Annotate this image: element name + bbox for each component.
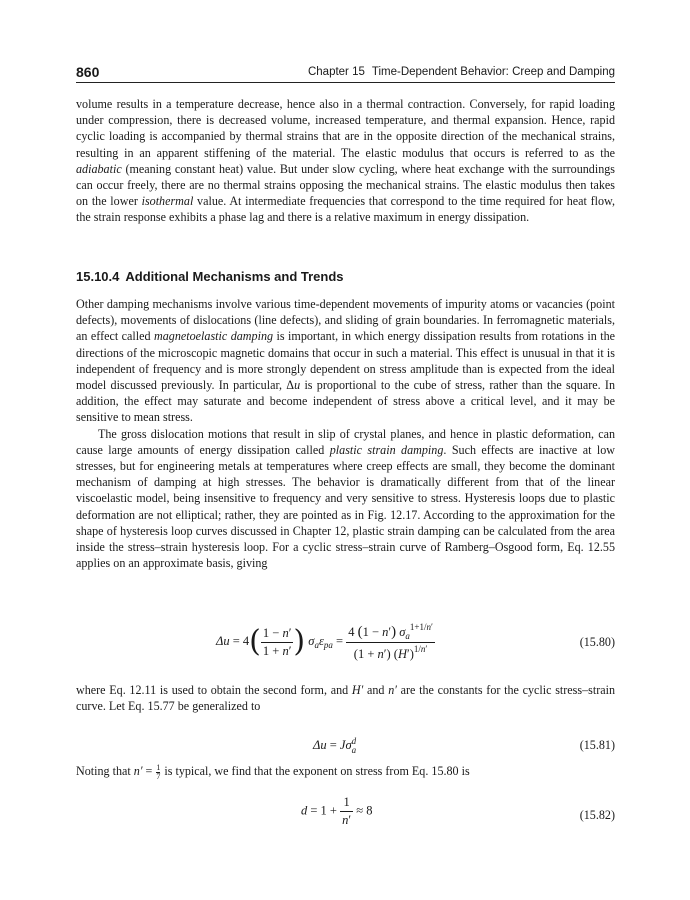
equation-15-81: Δu = Jσ d a (15.81) — [313, 736, 615, 755]
term-isothermal: isothermal — [141, 194, 194, 209]
equation-number: (15.80) — [579, 635, 615, 649]
para2-text-b: is important, in which energy dissipation results from rotations in the directions of the microscopic magnetic domains that occur in such a material. This effect is unusual in that it is independent of frequency and is more strongly dependent on stress amplitude than is expected from the ideal model discussed previously. In particular, Δ — [76, 329, 616, 393]
term-magnetoelastic-damping: magnetoelastic damping — [154, 329, 274, 344]
paragraph-constants — [76, 682, 615, 714]
page-number: 860 — [76, 64, 100, 80]
chapter-title: Time-Dependent Behavior: Creep and Damping — [371, 66, 615, 78]
running-head — [308, 66, 615, 78]
para4-text-b: and — [363, 683, 389, 697]
para2-text-a: Other damping mechanisms involve various time-dependent movements of impurity atoms or vacancies (point defects), movements of dislocations (line defects), and sliding of grain boundaries. In ferromagnetic materials, an effect called — [76, 297, 615, 344]
para5-text-a: Noting that — [76, 764, 134, 778]
term-plastic-strain-damping: plastic strain damping — [329, 442, 444, 457]
para1-text-a: volume results in a temperature decrease, hence also in a thermal contraction. Conversely, for rapid loading under compression, there is decreased volume, increased temperature, and thermal expansion. Hence, rapid cyclic loading is accompanied by thermal strains that are in the opposite direction of the mechanical strains, resulting in an apparent stiffening of the material. The elastic modulus that occurs is referred to as the — [76, 97, 615, 160]
fraction-one-seventh: $\frac{1}{7}$ — [156, 762, 161, 781]
var-h-prime: H′ — [351, 683, 364, 697]
paragraph-mechanisms — [76, 296, 615, 571]
section-title: Additional Mechanisms and Trends — [125, 269, 344, 284]
para3-text-b: . Such effects are inactive at low stresses, but for engineering metals at temperatures where creep effects are small, they become the dominant mechanism of damping at high stresses. The behavior is dramatically different from that of the linear viscoelastic model, being insensitive to frequency and very sensitive to stress. Hysteresis loops due to plastic deformation are not elliptical; rather, they are pointed as in Fig. 12.17. According to the approximation for the shape of hysteresis loop curves discussed in Chapter 12, plastic strain damping can be calculated from the area inside the stress–strain hysteresis loop. For a cyclic stress–strain curve of Ramberg–Osgood form, Eq. 12.55 applies on an approximate basis, giving — [76, 442, 615, 571]
para4-text-a: where Eq. 12.11 is used to obtain the second form, and — [76, 683, 352, 697]
paragraph-adiabatic — [76, 96, 615, 226]
chapter-label: Chapter 15 — [307, 66, 365, 78]
equation-number: (15.82) — [579, 808, 615, 822]
para2-text-c: is proportional to the cube of stress, rather than the square. In addition, the effect may saturate and become independent of stress above a critical level, and it may be sensitive to mean stress. — [76, 378, 615, 425]
section-number: 15.10.4 — [76, 269, 120, 284]
equation-number: (15.81) — [579, 738, 615, 752]
page-header — [76, 60, 615, 83]
para1-text-b: (meaning constant heat) value. But under slow cycling, where heat exchange with the surroundings can occur freely, there are no thermal strains opposing the mechanical strains. The elastic modulus then takes on the lower — [76, 161, 615, 209]
paragraph-exponent: Noting that n′ = $\frac{1}{7}$ is typical, we find that the exponent on stress from Eq. 15.80 is — [76, 762, 470, 781]
var-n-prime: n′ — [388, 683, 397, 697]
para1-text-c: value. At intermediate frequencies that correspond to the time required for heat flow, the strain response exhibits a phase lag and there is a relative maximum in energy dissipation. — [76, 194, 615, 225]
section-heading — [76, 269, 344, 284]
equation-15-82: d = 1 + $\frac{1}{n'}$ ≈ 8 (15.82) — [301, 795, 615, 827]
para5-text-b: is typical, we find that the exponent on stress from Eq. 15.80 is — [161, 764, 470, 778]
para3-text-a: The gross dislocation motions that result in slip of crystal planes, and hence in plastic deformation, can cause large amounts of energy dissipation called — [76, 426, 615, 457]
para4-text-c: are the constants for the cyclic stress–strain curve. Let Eq. 15.77 be generalized to — [76, 683, 615, 714]
var-u: u — [294, 378, 301, 393]
equation-15-80: Δu = 4( $\frac{1 - n'}{1 + n'}$ ) $\sigma_a\varepsilon_{pa}$ = $\frac{4 (1 - n') \sigma_a^{1+1/n'}}{(1 + n') (H')^{1/n'}}$ (15.80) — [216, 622, 615, 661]
term-adiabatic: adiabatic — [76, 161, 122, 176]
var-n-prime: n′ — [133, 764, 143, 778]
